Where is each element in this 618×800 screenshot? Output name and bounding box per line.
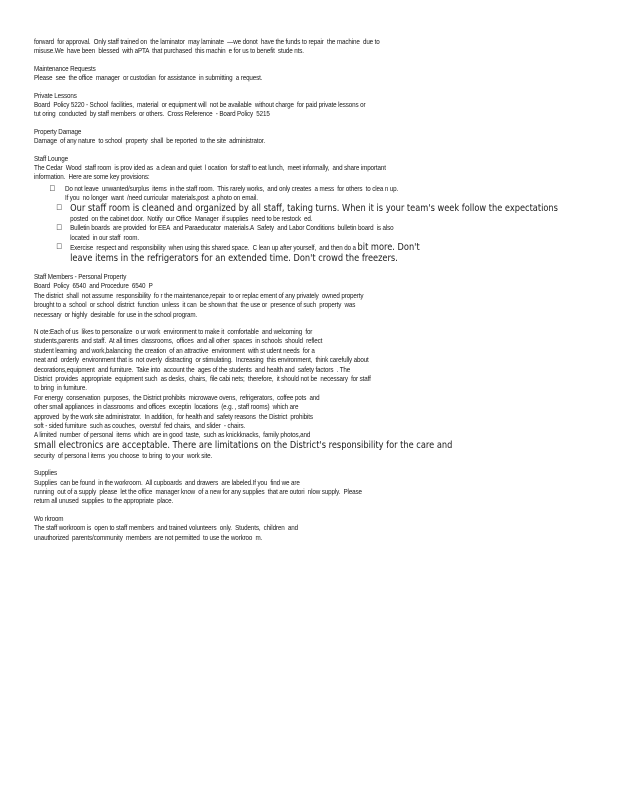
paragraph-line: Supplies can be found in the workroom. All cupboards and drawers are labeled.If you find we are bbox=[34, 477, 300, 487]
paragraph-line: The district shall not assume responsibility fo r the maintenance,repair to or replac ement of any privately owned property bbox=[34, 290, 364, 300]
paragraph-line: Board Policy 6540 and Procedure 6540 P bbox=[34, 281, 153, 291]
square-bullet-icon: □ bbox=[56, 223, 62, 232]
list-item-text: Bulletin boards are provided for EEA and Paraeducator materials.A Safety and Labor Conditions bulletin board is also bbox=[70, 223, 394, 233]
paragraph-line: necessary or highly desirable for use in the school program. bbox=[34, 309, 198, 319]
section-heading: Maintenance Requests bbox=[34, 63, 96, 73]
private-lessons-section bbox=[34, 91, 593, 119]
paragraph-line: neat and orderly environment that is not overly distracting or stimulating. Increasing this environment, think carefully about bbox=[34, 355, 369, 365]
property-damage-section bbox=[34, 127, 593, 146]
paragraph-line: unauthorized parents/community members are not permitted to use the workroo m. bbox=[34, 532, 263, 542]
document-page bbox=[34, 37, 594, 542]
section-heading: Supplies bbox=[34, 468, 58, 478]
list-item bbox=[34, 184, 593, 203]
list-item-text: posted on the cabinet door. Notify our Office Manager if supplies need to be restock ed. bbox=[70, 213, 313, 223]
paragraph-line: other small appliances in classrooms and offices exceptin locations (e.g. , staff rooms) which are bbox=[34, 402, 299, 412]
paragraph-line: information. Here are some key provisions: bbox=[34, 172, 150, 182]
paragraph-line: A limited number of personal items which are in good taste, such as knickknacks, family photos,and bbox=[34, 430, 311, 440]
list-item bbox=[34, 203, 593, 223]
paragraph-line: student learning and work,balancing the creation of an attractive environment with st udent needs for a bbox=[34, 345, 315, 355]
paragraph-line: approved by the work site administrator. In addition, for health and safety reasons the District prohibits bbox=[34, 411, 313, 421]
list-item-text: If you no longer want /need curricular materials,post a photo on email. bbox=[64, 193, 258, 203]
section-heading: Wo rkroom bbox=[34, 513, 64, 523]
paragraph-line: soft - sided furniture such as couches, overstuf fed chairs, and slider - chairs. bbox=[34, 421, 246, 430]
paragraph-line: tut oring conducted by staff members or others. Cross Reference - Board Policy 5215 bbox=[34, 109, 270, 119]
paragraph-line: decorations,equipment and furniture. Take into account the ages of the students and health and safety factors . The bbox=[34, 364, 351, 374]
paragraph-line: security of persona l items you choose to bring to your work site. bbox=[34, 450, 213, 460]
paragraph-line: small electronics are acceptable. There are limitations on the District's responsibility for the care and bbox=[34, 439, 453, 451]
list-item bbox=[34, 242, 593, 264]
paragraph-line: Please see the office manager or custodian for assistance in submitting a request. bbox=[34, 73, 263, 83]
section-heading: Staff Lounge bbox=[34, 153, 68, 163]
workroom-section bbox=[34, 514, 593, 542]
document-body bbox=[34, 37, 593, 542]
list-item-text: Do not leave unwanted/surplus items in the staff room. This rarely works, and only creates a mess for others to clea n up. bbox=[64, 183, 399, 193]
list-item-text bbox=[70, 242, 593, 253]
list-item bbox=[34, 223, 593, 242]
paragraph-line: return all unused supplies to the appropriate place. bbox=[34, 496, 174, 506]
staff-lounge-section bbox=[34, 154, 593, 264]
paragraph-line: District provides appropriate equipment such as desks, chairs, file cabi nets; therefore, it should not be necessary for staff bbox=[34, 373, 371, 383]
list-item-text: leave items in the refrigerators for an extended time. Don't crowd the freezers. bbox=[70, 252, 398, 264]
intro-line: misuse.We have been blessed with aPTA that purchased this machin e for us to benefit stude nts. bbox=[34, 46, 304, 56]
paragraph-line: to bring in furniture. bbox=[34, 383, 87, 393]
paragraph-line: brought to a school or school district function unless it can be shown that the use or presence of such property was bbox=[34, 300, 356, 310]
paragraph-line: N ote:Each of us likes to personalize o ur work environment to make it comfortable and welcoming for bbox=[34, 326, 313, 336]
staff-members-section bbox=[34, 272, 593, 319]
supplies-section bbox=[34, 468, 593, 506]
paragraph-line: Damage of any nature to school property shall be reported to the site administrator. bbox=[34, 136, 266, 146]
paragraph-line: The Cedar Wood staff room is prov ided as a clean and quiet l ocation for staff to eat lunch, meet informally, and share important bbox=[34, 163, 386, 173]
paragraph-line: Board Policy 5220 - School facilities, material or equipment will not be available without charge for paid private lessons or bbox=[34, 100, 366, 110]
square-bullet-icon: □ bbox=[49, 183, 56, 192]
list-item-text: Our staff room is cleaned and organized by all staff, taking turns. When it is your team's week follow the expectations bbox=[70, 202, 558, 214]
section-heading: Private Lessons bbox=[34, 90, 77, 100]
paragraph-line: For energy conservation purposes, the District prohibits microwave ovens, refrigerators, coffee pots and bbox=[34, 392, 320, 402]
list-item-text-part: bit more. Don't bbox=[357, 241, 420, 253]
paragraph-line: The staff workroom is open to staff members and trained volunteers only. Students, children and bbox=[34, 523, 298, 533]
paragraph-line: students,parents and staff. At all times classrooms, offices and all other spaces in schools should reflect bbox=[34, 336, 323, 346]
personal-items-note bbox=[34, 327, 593, 460]
square-bullet-icon: □ bbox=[56, 202, 62, 211]
square-bullet-icon: □ bbox=[56, 241, 62, 250]
maintenance-section bbox=[34, 64, 593, 83]
list-item-text-part: Exercise respect and responsibility when using this shared space. C lean up after yourself, and then do a bbox=[70, 242, 356, 252]
intro-line: forward for approval. Only staff trained on the laminator may laminate —we donot have the funds to repair the machine due to bbox=[34, 37, 380, 46]
list-item-text: located in our staff room. bbox=[70, 232, 139, 242]
section-heading: Staff Members - Personal Property bbox=[34, 271, 127, 281]
lounge-provisions-list bbox=[34, 184, 593, 264]
paragraph-line: running out of a supply please let the office manager know of a new for any supplies that are outori nlow supply. Please bbox=[34, 487, 362, 497]
section-heading: Property Damage bbox=[34, 126, 82, 136]
intro-section bbox=[34, 37, 593, 56]
